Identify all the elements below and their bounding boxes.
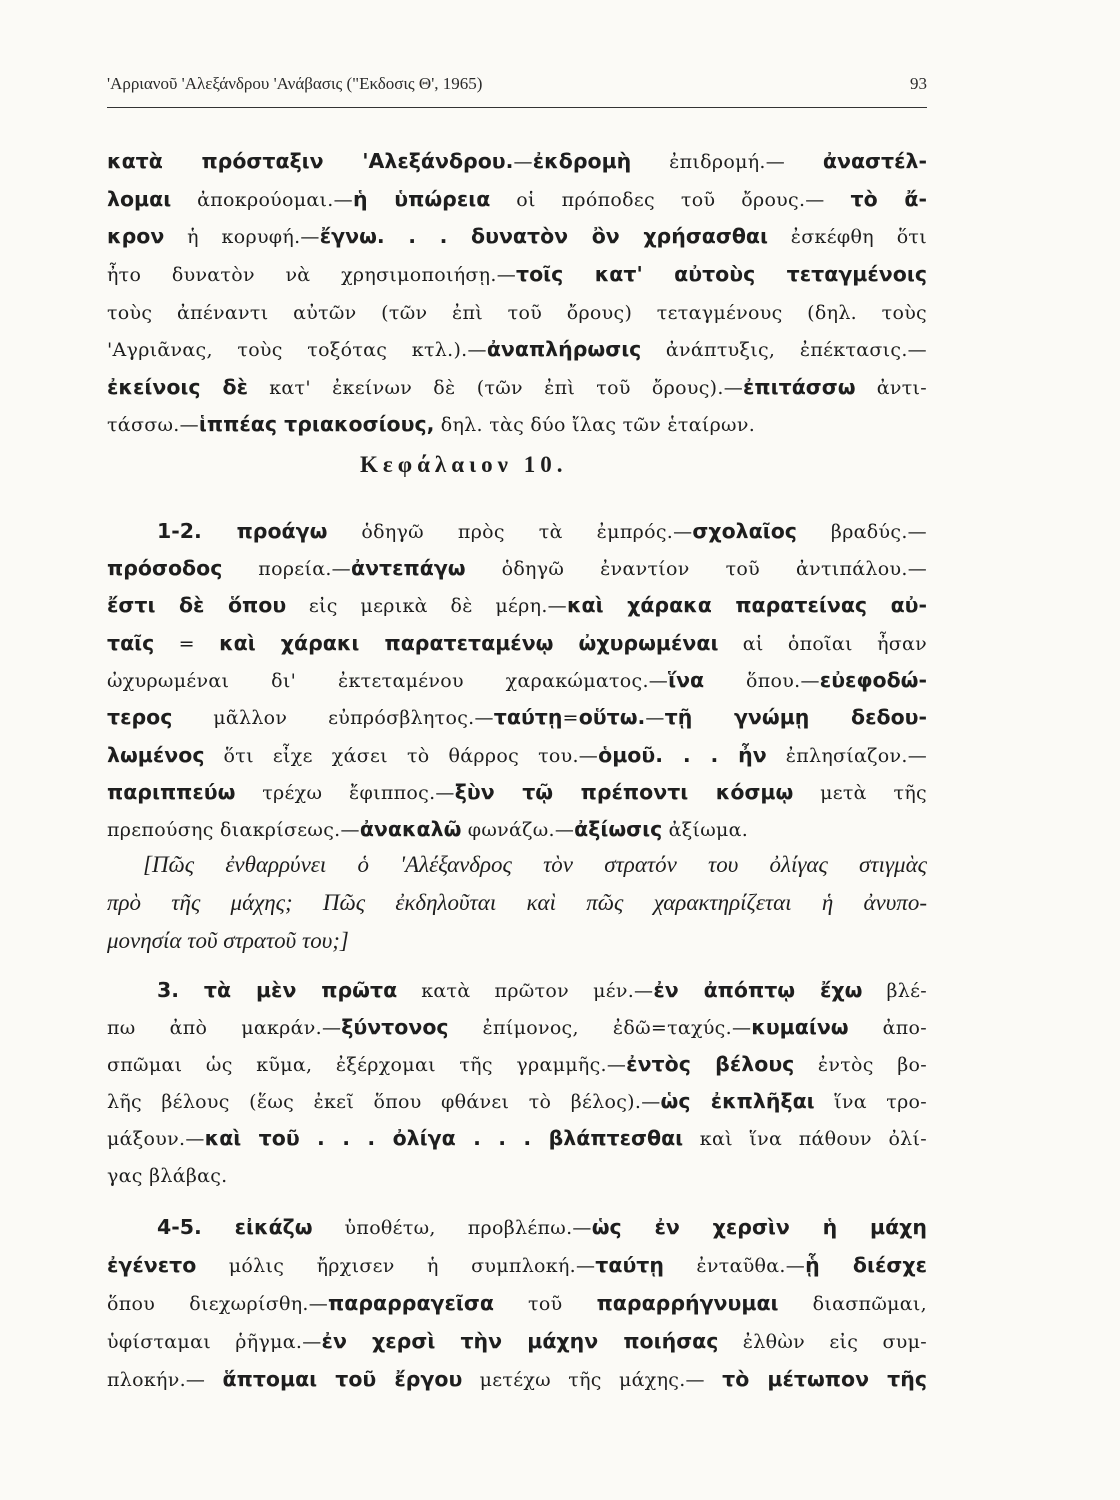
text-line xyxy=(107,1049,927,1080)
lemma-text: τοῖς κατ' αὐτοὺς τεταγμένοις xyxy=(516,262,927,286)
chapter-heading: Κεφάλαιον 10. xyxy=(360,452,568,477)
lemma-text: ἅπτομαι τοῦ ἔργου xyxy=(222,1367,463,1391)
question-text: πρὸ τῆς μάχης; Πῶς ἐκδηλοῦται καὶ πῶς χαρακτηρίζεται ἡ ἀνυπο- xyxy=(107,890,927,915)
gloss-text: σπῶμαι ὡς κῦμα, ἐξέρχομαι τῆς γραμμῆς.— xyxy=(107,1054,627,1076)
lemma-text: ξὺν τῷ πρέποντι κόσμῳ xyxy=(454,780,794,804)
gloss-text: ἐπλησίαζον.— xyxy=(766,745,927,767)
gloss-text: εἰς μερικὰ δὲ μέρη.— xyxy=(286,595,567,617)
text-line xyxy=(107,1364,927,1395)
gloss-text: γας βλάβας. xyxy=(107,1165,228,1187)
text-line xyxy=(107,372,927,403)
page-number: 93 xyxy=(910,74,927,93)
lemma-text: λωμένος xyxy=(107,743,205,767)
text-line xyxy=(107,259,927,290)
lemma-text: ἀνακαλῶ xyxy=(359,817,462,841)
gloss-text: αἱ ὁποῖαι ἦσαν xyxy=(718,633,927,655)
gloss-text: ὠχυρωμέναι δι' ἐκτεταμένου χαρακώματος.— xyxy=(107,670,669,692)
gloss-text: = xyxy=(562,707,579,729)
lemma-text: πρόσοδος xyxy=(107,556,223,580)
gloss-text: πορεία.— xyxy=(222,558,351,580)
lemma-text: κυμαίνω xyxy=(751,1015,849,1039)
lemma-text: τὸ ἄ- xyxy=(850,187,927,211)
lemma-text: οὕτω. xyxy=(578,705,646,729)
gloss-text: ἐλθὼν εἰς συμ- xyxy=(718,1331,927,1353)
lemma-text: τῇ γνώμῃ δεδου- xyxy=(664,705,927,729)
gloss-text: μετὰ τῆς xyxy=(793,782,927,804)
gloss-text: καὶ ἵνα πάθουν ὀλί- xyxy=(683,1128,927,1150)
lemma-text: ἡ ὑπώρεια xyxy=(352,187,491,211)
question-text: [Πῶς ἐνθαρρύνει ὁ 'Αλέξανδρος τὸν στρατόν του ὀλίγας στιγμὰς xyxy=(143,852,927,877)
gloss-text: — xyxy=(645,707,665,729)
lemma-text: ταῖς xyxy=(107,631,155,655)
lemma-text: παριππεύω xyxy=(107,780,236,804)
lemma-text: ἐγένετο xyxy=(107,1253,197,1277)
gloss-text: πρεπούσης διακρίσεως.— xyxy=(107,819,360,841)
lemma-text: ἀναπλήρωσις xyxy=(486,337,642,361)
lemma-text: ἐκδρομὴ xyxy=(532,149,632,173)
lemma-text: ἀξίωσις xyxy=(574,817,663,841)
text-line xyxy=(107,1123,927,1154)
text-line xyxy=(107,297,927,328)
gloss-text: μᾶλλον εὐπρόσβλητος.— xyxy=(172,707,494,729)
text-line xyxy=(107,740,927,771)
gloss-text: μετέχω τῆς μάχης.— xyxy=(462,1369,723,1391)
text-line xyxy=(107,184,927,215)
lemma-text: ἐν ἀπόπτῳ ἔχω xyxy=(653,978,863,1002)
lemma-text: τερος xyxy=(107,705,173,729)
gloss-text: ὅτι εἶχε χάσει τὸ θάρρος του.— xyxy=(204,745,599,767)
gloss-text: ἀξίωμα. xyxy=(662,819,749,841)
gloss-text: ἀντι- xyxy=(855,377,927,399)
gloss-text: ἵνα τρο- xyxy=(814,1091,927,1113)
text-line xyxy=(107,814,927,845)
lemma-text: παραρραγεῖσα xyxy=(328,1291,494,1315)
lemma-text: ᾗ διέσχε xyxy=(805,1253,927,1277)
gloss-text: ἀποκρούομαι.— xyxy=(171,189,353,211)
text-line xyxy=(107,590,927,621)
gloss-text: τοῦ xyxy=(493,1293,597,1315)
text-line xyxy=(107,888,927,918)
gloss-text: ὑφίσταμαι ῥῆγμα.— xyxy=(107,1331,322,1353)
gloss-text: = xyxy=(154,633,220,655)
gloss-text: ὑποθέτω, προβλέπω.— xyxy=(312,1217,592,1239)
running-head xyxy=(107,74,927,94)
gloss-text: ἐπίμονος, ἐδῶ=ταχύς.— xyxy=(448,1017,752,1039)
question-text: μονησία τοῦ στρατοῦ του;] xyxy=(107,928,349,953)
text-line xyxy=(107,628,927,659)
lemma-text: ἐπιτάσσω xyxy=(743,375,856,399)
lemma-text: καὶ χάρακα παρατείνας αὐ- xyxy=(566,593,927,617)
gloss-text: δηλ. τὰς δύο ἴλας τῶν ἑταίρων. xyxy=(434,414,756,436)
lemma-text: ἀναστέλ- xyxy=(822,149,927,173)
lemma-text: ἱππέας τριακοσίους, xyxy=(198,412,435,436)
gloss-text: ἐπιδρομή.— xyxy=(631,151,823,173)
running-head-title: 'Αρριανοῦ 'Αλεξάνδρου 'Ανάβασις ("Εκδοσις Θ', 1965) xyxy=(107,74,483,93)
text-line xyxy=(157,975,927,1006)
gloss-text: ὅπου.— xyxy=(704,670,820,692)
gloss-text: ἐνταῦθα.— xyxy=(663,1255,806,1277)
text-line xyxy=(157,1212,927,1243)
text-line xyxy=(107,221,927,252)
lemma-text: εὐεφοδώ- xyxy=(819,668,927,692)
gloss-text: ἀνάπτυξις, ἐπέκτασις.— xyxy=(641,339,927,361)
lemma-text: ταύτῃ xyxy=(595,1253,664,1277)
text-line xyxy=(107,1160,927,1191)
text-line xyxy=(157,516,927,547)
text-line xyxy=(107,665,927,696)
lemma-text: ὡς ἐκπλῆξαι xyxy=(660,1089,815,1113)
text-line xyxy=(107,1012,927,1043)
gloss-text: ἐντὸς βο- xyxy=(794,1054,927,1076)
gloss-text: τάσσω.— xyxy=(107,414,199,436)
gloss-text: — xyxy=(513,151,533,173)
gloss-text: κατὰ πρῶτον μέν.— xyxy=(397,980,654,1002)
gloss-text: φωνάζω.— xyxy=(461,819,575,841)
gloss-text: ὅπου διεχωρίσθη.— xyxy=(107,1293,329,1315)
lemma-text: κατὰ πρόσταξιν 'Αλεξάνδρου. xyxy=(107,149,514,173)
text-line xyxy=(107,777,927,808)
gloss-text: μόλις ἤρχισεν ἡ συμπλοκή.— xyxy=(196,1255,596,1277)
text-line xyxy=(107,334,927,365)
lemma-text: ξύντονος xyxy=(341,1015,449,1039)
lemma-text: 1-2. προάγω xyxy=(157,519,328,543)
gloss-text: ὁδηγῶ ἐναντίον τοῦ ἀντιπάλου.— xyxy=(465,558,927,580)
text-line xyxy=(143,850,927,880)
lemma-text: ἐκείνοις δὲ xyxy=(107,375,249,399)
gloss-text: τοὺς ἀπέναντι αὐτῶν (τῶν ἐπὶ τοῦ ὄρους) τεταγμένους (δηλ. τοὺς xyxy=(107,302,927,324)
lemma-text: ἀντεπάγω xyxy=(350,556,466,580)
lemma-text: κρον xyxy=(107,224,165,248)
gloss-text: ὁδηγῶ πρὸς τὰ ἐμπρός.— xyxy=(327,521,693,543)
lemma-text: ἐντὸς βέλους xyxy=(626,1052,795,1076)
gloss-text: οἱ πρόποδες τοῦ ὄρους.— xyxy=(490,189,851,211)
text-line xyxy=(107,702,927,733)
text-line xyxy=(107,146,927,177)
text-line xyxy=(107,553,927,584)
lemma-text: καὶ χάρακι παρατεταμένῳ ὠχυρωμέναι xyxy=(219,631,719,655)
lemma-text: τὸ μέτωπον τῆς xyxy=(722,1367,927,1391)
gloss-text: πλοκήν.— xyxy=(107,1369,223,1391)
text-line xyxy=(107,926,927,956)
gloss-text: διασπῶμαι, xyxy=(778,1293,927,1315)
lemma-text: ἵνα xyxy=(668,668,705,692)
gloss-text: βλέ- xyxy=(862,980,927,1002)
gloss-text: πω ἀπὸ μακράν.— xyxy=(107,1017,342,1039)
lemma-text: ἔγνω. . . δυνατὸν ὂν χρήσασθαι xyxy=(319,224,768,248)
lemma-text: ταύτῃ xyxy=(493,705,563,729)
gloss-text: μάξουν.— xyxy=(107,1128,205,1150)
gloss-text: 'Αγριᾶνας, τοὺς τοξότας κτλ.).— xyxy=(107,339,487,361)
gloss-text: λῆς βέλους (ἕως ἐκεῖ ὅπου φθάνει τὸ βέλος).— xyxy=(107,1091,661,1113)
text-line xyxy=(107,409,927,440)
lemma-text: 4-5. εἰκάζω xyxy=(157,1215,313,1239)
lemma-text: 3. τὰ μὲν πρῶτα xyxy=(157,978,398,1002)
text-line xyxy=(107,1250,927,1281)
gloss-text: ἐσκέφθη ὅτι xyxy=(768,226,927,248)
lemma-text: ἐν χερσὶ τὴν μάχην ποιήσας xyxy=(321,1329,719,1353)
text-line xyxy=(107,1086,927,1117)
header-rule xyxy=(107,107,927,108)
text-line xyxy=(107,1288,927,1319)
gloss-text: βραδύς.— xyxy=(796,521,927,543)
lemma-text: ὁμοῦ. . . ἦν xyxy=(598,743,767,767)
gloss-text: τρέχω ἔφιππος.— xyxy=(235,782,455,804)
gloss-text: ἦτο δυνατὸν νὰ χρησιμοποιήσῃ.— xyxy=(107,264,516,286)
lemma-text: σχολαῖος xyxy=(692,519,797,543)
text-line xyxy=(107,1326,927,1357)
gloss-text: ἡ κορυφή.— xyxy=(164,226,320,248)
lemma-text: λομαι xyxy=(107,187,172,211)
lemma-text: παραρρήγνυμαι xyxy=(596,1291,779,1315)
lemma-text: ἔστι δὲ ὅπου xyxy=(107,593,287,617)
lemma-text: ὡς ἐν χερσὶν ἡ μάχη xyxy=(591,1215,927,1239)
gloss-text: ἀπο- xyxy=(848,1017,927,1039)
lemma-text: καὶ τοῦ . . . ὀλίγα . . . βλάπτεσθαι xyxy=(204,1126,684,1150)
gloss-text: κατ' ἐκείνων δὲ (τῶν ἐπὶ τοῦ ὄρους).— xyxy=(248,377,743,399)
